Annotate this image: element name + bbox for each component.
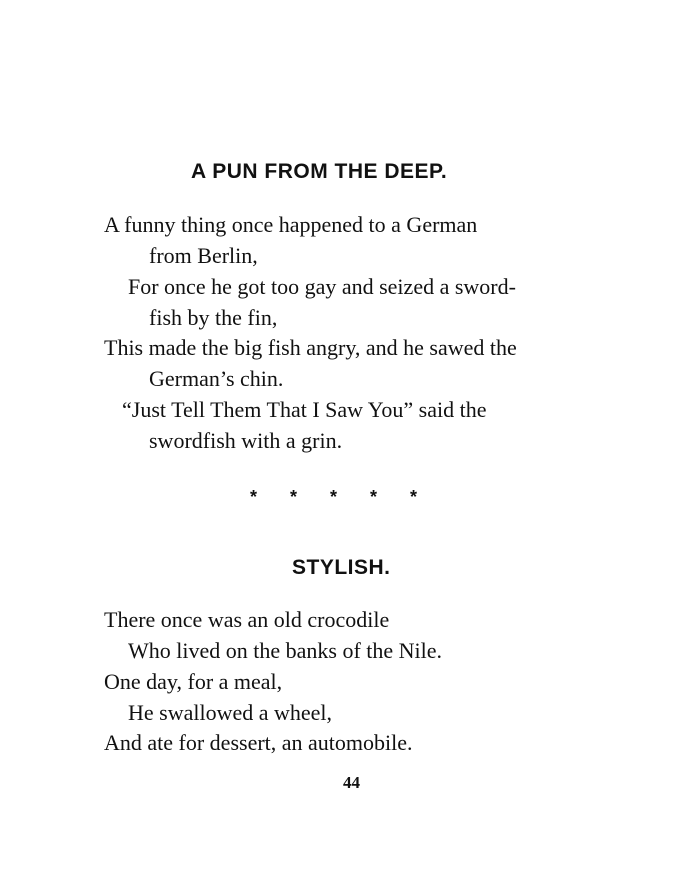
poem-line: German’s chin. — [149, 366, 284, 391]
poem-line: from Berlin, — [149, 243, 258, 268]
poem-line: One day, for a meal, — [104, 669, 283, 694]
section-separator: * * * * * — [250, 487, 432, 507]
poem-line: “Just Tell Them That I Saw You” said the — [122, 397, 487, 422]
poem-line: There once was an old crocodile — [104, 607, 390, 632]
poem-title-pun-from-the-deep: A PUN FROM THE DEEP. — [191, 160, 448, 183]
poem-title-stylish: STYLISH. — [292, 556, 391, 579]
poem-line: fish by the fin, — [149, 305, 278, 330]
page-number: 44 — [343, 773, 360, 792]
poem-line: Who lived on the banks of the Nile. — [128, 638, 443, 663]
poem-line: A funny thing once happened to a German — [104, 212, 478, 237]
poem-line: swordfish with a grin. — [149, 428, 343, 453]
poem-line: And ate for dessert, an automobile. — [104, 730, 413, 755]
poem-line: For once he got too gay and seized a sword- — [128, 274, 516, 299]
poem-line: This made the big fish angry, and he sawed the — [104, 335, 517, 360]
poem-line: He swallowed a wheel, — [128, 700, 333, 725]
